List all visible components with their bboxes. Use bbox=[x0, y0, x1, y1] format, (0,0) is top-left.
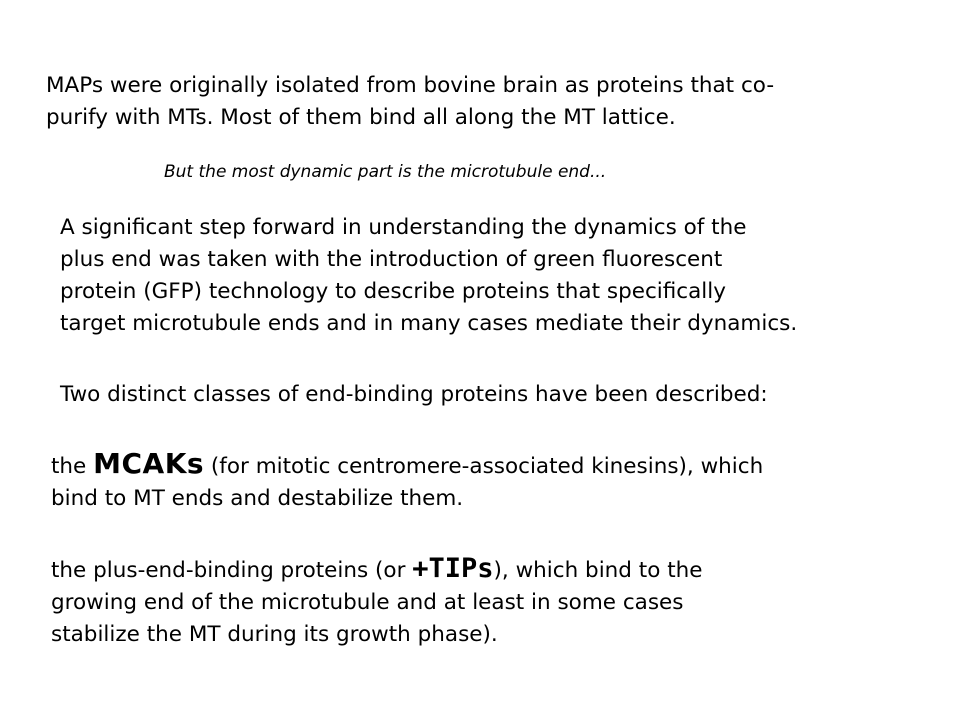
classes-heading: Two distinct classes of end-binding proteins have been described: bbox=[60, 382, 768, 407]
tips-line-2: growing end of the microtubule and at least in some cases bbox=[51, 590, 684, 615]
intro-line-2: purify with MTs. Most of them bind all along the MT lattice. bbox=[46, 105, 676, 130]
tips-line-1 bbox=[51, 553, 702, 587]
mcak-paragraph bbox=[51, 448, 763, 515]
tips-prefix: the plus-end-binding proteins (or bbox=[51, 558, 413, 583]
gfp-line-2: plus end was taken with the introduction of green fluorescent bbox=[60, 247, 723, 272]
dynamic-end-note: But the most dynamic part is the microtubule end... bbox=[164, 162, 607, 182]
gfp-line-1: A significant step forward in understanding the dynamics of the bbox=[60, 215, 747, 240]
tips-description: ), which bind to the bbox=[493, 558, 703, 583]
mcak-line-2: bind to MT ends and destabilize them. bbox=[51, 486, 464, 511]
mcak-line-1 bbox=[51, 448, 763, 483]
gfp-paragraph bbox=[60, 212, 797, 340]
gfp-line-3: protein (GFP) technology to describe proteins that specifically bbox=[60, 279, 726, 304]
tips-term: +TIPs bbox=[412, 553, 494, 584]
intro-paragraph bbox=[46, 70, 774, 134]
mcak-prefix: the bbox=[51, 454, 94, 479]
gfp-line-4: target microtubule ends and in many cases mediate their dynamics. bbox=[60, 311, 798, 336]
mcak-description: (for mitotic centromere-associated kinesins), which bbox=[204, 454, 764, 479]
tips-line-3: stabilize the MT during its growth phase). bbox=[51, 622, 498, 647]
intro-line-1: MAPs were originally isolated from bovine brain as proteins that co- bbox=[46, 73, 775, 98]
mcak-term: MCAKs bbox=[93, 447, 205, 480]
tips-paragraph bbox=[51, 553, 702, 651]
